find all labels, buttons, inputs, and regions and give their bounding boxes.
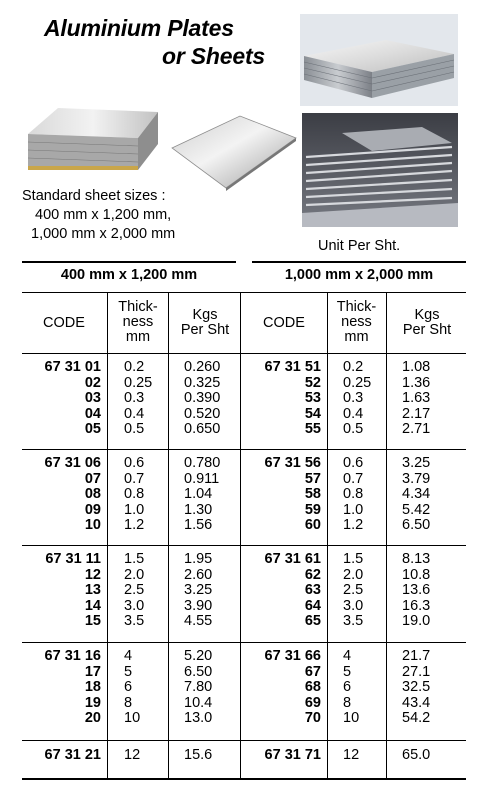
- thickness-value: 0.3: [343, 390, 364, 406]
- kgs-value: 1.30: [184, 501, 213, 518]
- column-header-kgs: Kgs Per Sht: [402, 307, 452, 338]
- kgs-value: 10.4: [184, 694, 213, 711]
- item-code: 09: [84, 501, 101, 518]
- column-divider: [240, 292, 241, 778]
- kgs-value: 6.50: [184, 663, 213, 680]
- item-code: 14: [84, 597, 101, 614]
- item-code: 53: [304, 390, 321, 406]
- item-code: 67 31 71: [264, 747, 321, 763]
- kgs-value: 43.4: [402, 694, 431, 711]
- column-divider: [107, 292, 108, 778]
- kgs-value: 27.1: [402, 663, 431, 680]
- item-code: 67 31 01: [44, 359, 101, 375]
- item-code: 67 31 51: [264, 359, 321, 375]
- kgs-value: 21.7: [402, 648, 431, 664]
- kgs-value: 3.25: [402, 455, 431, 471]
- title-line-1: Aluminium Plates: [44, 15, 234, 41]
- kgs-value: 5.42: [402, 501, 431, 518]
- thickness-value: 1.0: [343, 501, 364, 518]
- kgs-value: 3.79: [402, 470, 431, 487]
- item-code: 02: [84, 374, 101, 391]
- standard-sizes-heading: Standard sheet sizes :: [22, 188, 166, 204]
- item-code: 67 31 61: [264, 551, 321, 567]
- kgs-value: 0.520: [184, 405, 221, 422]
- unit-label: Unit Per Sht.: [318, 238, 401, 254]
- thickness-value: 0.7: [343, 470, 364, 487]
- column-header-code: CODE: [263, 315, 305, 331]
- table-rule: [22, 642, 466, 643]
- standard-sizes: [22, 187, 175, 244]
- thickness-value: 0.4: [343, 405, 364, 422]
- thickness-value: 0.6: [343, 455, 364, 471]
- column-header-code: CODE: [43, 315, 85, 331]
- table-rule: [22, 740, 466, 741]
- kgs-value: 2.71: [402, 421, 431, 437]
- item-code: 54: [304, 405, 321, 422]
- kgs-value: 15.6: [184, 747, 213, 763]
- kgs-value: 65.0: [402, 747, 431, 763]
- thickness-value: 10: [343, 710, 360, 726]
- thickness-value: 4: [124, 648, 133, 664]
- item-code: 67 31 56: [264, 455, 321, 471]
- item-code: 69: [304, 694, 321, 711]
- item-code: 12: [84, 566, 101, 583]
- item-code: 17: [84, 663, 101, 680]
- thickness-value: 5: [343, 663, 352, 680]
- column-divider: [327, 292, 328, 778]
- thickness-value: 1.5: [343, 551, 364, 567]
- kgs-value: 1.56: [184, 517, 213, 533]
- thickness-value: 8: [343, 694, 352, 711]
- table-rule: [22, 292, 466, 293]
- kgs-value: 2.60: [184, 566, 213, 583]
- kgs-value: 19.0: [402, 613, 431, 629]
- kgs-value: 32.5: [402, 679, 431, 695]
- thickness-value: 10: [124, 710, 141, 726]
- kgs-value: 1.63: [402, 390, 431, 406]
- thickness-value: 0.8: [124, 486, 145, 502]
- item-code: 68: [304, 679, 321, 695]
- thickness-value: 0.5: [124, 421, 145, 437]
- kgs-value: 54.2: [402, 710, 431, 726]
- thickness-value: 3.5: [124, 613, 145, 629]
- kgs-value: 5.20: [184, 648, 213, 664]
- item-code: 62: [304, 566, 321, 583]
- item-code: 05: [84, 421, 101, 437]
- kgs-value: 2.17: [402, 405, 431, 422]
- thickness-value: 1.2: [124, 517, 145, 533]
- kgs-value: 13.6: [402, 582, 431, 598]
- item-code: 57: [304, 470, 321, 487]
- table-rule: [22, 778, 466, 780]
- kgs-value: 1.08: [402, 359, 431, 375]
- kgs-value: 1.95: [184, 551, 213, 567]
- kgs-value: 7.80: [184, 679, 213, 695]
- thickness-value: 3.0: [124, 597, 145, 614]
- item-code: 70: [304, 710, 321, 726]
- item-code: 08: [84, 486, 101, 502]
- thickness-value: 0.4: [124, 405, 145, 422]
- kgs-value: 0.260: [184, 359, 221, 375]
- title-line-2: or Sheets: [162, 43, 266, 69]
- item-code: 15: [84, 613, 101, 629]
- kgs-value: 8.13: [402, 551, 431, 567]
- kgs-value: 10.8: [402, 566, 431, 583]
- item-code: 60: [304, 517, 321, 533]
- kgs-value: 0.390: [184, 390, 221, 406]
- table-rule: [22, 353, 466, 354]
- thickness-value: 1.5: [124, 551, 145, 567]
- aluminium-sheets-stack-photo: [302, 113, 458, 227]
- column-divider: [386, 292, 387, 778]
- item-code: 07: [84, 470, 101, 487]
- kgs-value: 0.911: [184, 470, 220, 487]
- item-code: 20: [84, 710, 101, 726]
- kgs-value: 1.04: [184, 486, 213, 502]
- rule-top-right: [252, 261, 466, 263]
- item-code: 55: [304, 421, 321, 437]
- item-code: 18: [84, 679, 101, 695]
- thickness-value: 3.0: [343, 597, 364, 614]
- item-code: 13: [84, 582, 101, 598]
- kgs-value: 3.90: [184, 597, 213, 614]
- thickness-value: 0.2: [124, 359, 145, 375]
- thickness-value: 12: [124, 747, 141, 763]
- kgs-value: 0.780: [184, 455, 221, 471]
- kgs-value: 3.25: [184, 582, 213, 598]
- item-code: 67 31 06: [44, 455, 101, 471]
- thickness-value: 3.5: [343, 613, 364, 629]
- kgs-value: 6.50: [402, 517, 431, 533]
- rule-top-left: [22, 261, 236, 263]
- kgs-value: 4.55: [184, 613, 213, 629]
- item-code: 67 31 66: [264, 648, 321, 664]
- thickness-value: 6: [343, 679, 352, 695]
- dimension-right: 1,000 mm x 2,000 mm: [284, 267, 434, 283]
- kgs-value: 13.0: [184, 710, 213, 726]
- item-code: 67 31 16: [44, 648, 101, 664]
- thickness-value: 2.0: [124, 566, 145, 583]
- thickness-value: 2.0: [343, 566, 364, 583]
- aluminium-stack-photo-large: [300, 14, 458, 106]
- item-code: 52: [304, 374, 321, 391]
- table-rule: [22, 545, 466, 546]
- thickness-value: 0.3: [124, 390, 145, 406]
- item-code: 65: [304, 613, 321, 629]
- kgs-value: 4.34: [402, 486, 431, 502]
- kgs-value: 1.36: [402, 374, 431, 391]
- aluminium-stack-photo-small: [22, 104, 162, 176]
- item-code: 67 31 21: [44, 747, 101, 763]
- column-header-thickness: Thick- ness mm: [336, 299, 377, 345]
- dimension-left: 400 mm x 1,200 mm: [60, 267, 198, 283]
- standard-size-2: 1,000 mm x 2,000 mm: [31, 226, 176, 242]
- thickness-value: 0.25: [124, 374, 153, 391]
- thickness-value: 1.0: [124, 501, 145, 518]
- thickness-value: 2.5: [124, 582, 145, 598]
- thickness-value: 6: [124, 679, 133, 695]
- kgs-value: 16.3: [402, 597, 431, 614]
- item-code: 64: [304, 597, 321, 614]
- item-code: 67 31 11: [45, 551, 101, 567]
- thickness-value: 0.2: [343, 359, 364, 375]
- kgs-value: 0.650: [184, 421, 221, 437]
- item-code: 19: [84, 694, 101, 711]
- kgs-value: 0.325: [184, 374, 221, 391]
- thickness-value: 4: [343, 648, 352, 664]
- standard-size-1: 400 mm x 1,200 mm,: [35, 207, 172, 223]
- thickness-value: 0.25: [343, 374, 372, 391]
- column-header-thickness: Thick- ness mm: [118, 299, 158, 345]
- item-code: 63: [304, 582, 321, 598]
- column-header-kgs: Kgs Per Sht: [180, 307, 230, 338]
- thickness-value: 12: [343, 747, 360, 763]
- thickness-value: 0.8: [343, 486, 364, 502]
- item-code: 59: [304, 501, 321, 518]
- thickness-value: 0.7: [124, 470, 145, 487]
- thickness-value: 0.5: [343, 421, 364, 437]
- item-code: 10: [84, 517, 101, 533]
- item-code: 58: [304, 486, 321, 502]
- item-code: 03: [84, 390, 101, 406]
- column-divider: [168, 292, 169, 778]
- thickness-value: 8: [124, 694, 133, 711]
- item-code: 67: [304, 663, 321, 680]
- aluminium-sheet-photo: [168, 112, 300, 192]
- item-code: 04: [84, 405, 101, 422]
- thickness-value: 0.6: [124, 455, 145, 471]
- table-rule: [22, 449, 466, 450]
- thickness-value: 5: [124, 663, 133, 680]
- thickness-value: 2.5: [343, 582, 364, 598]
- thickness-value: 1.2: [343, 517, 364, 533]
